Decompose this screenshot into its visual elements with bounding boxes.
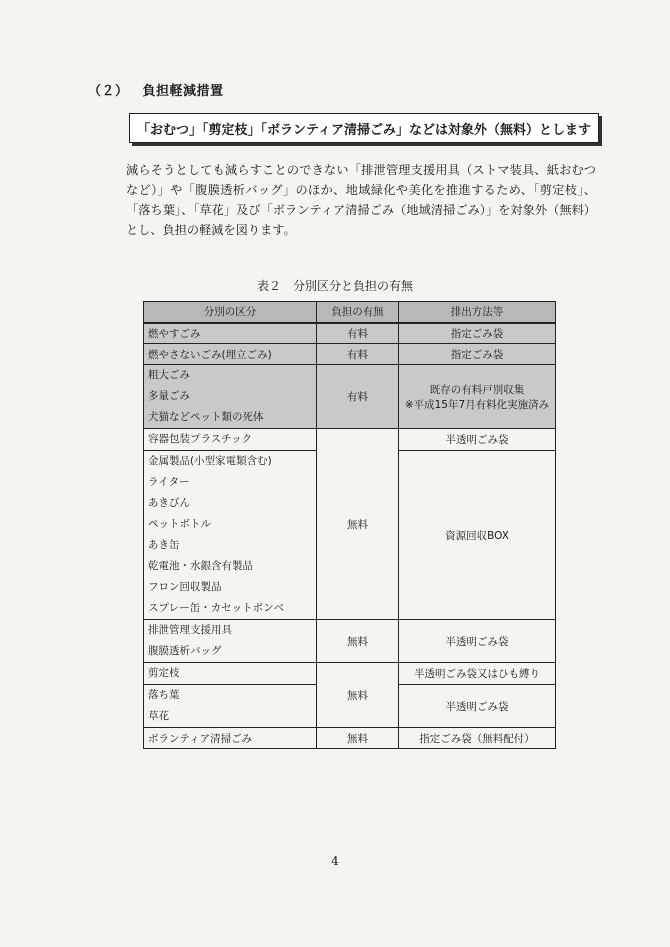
category-line: ペットボトル: [148, 518, 211, 530]
category-cell: [144, 663, 317, 685]
category-line: 金属製品(小型家電類含む): [148, 455, 272, 467]
burden-cell: 無料: [317, 620, 399, 663]
burden-cell: 有料: [317, 344, 399, 365]
method-cell: [399, 365, 556, 429]
category-line: あきびん: [148, 497, 190, 509]
method-cell: 指定ごみ袋（無料配付）: [399, 728, 556, 749]
category-line: 草花: [148, 710, 169, 722]
category-line: 容器包装プラスチック: [148, 433, 253, 445]
category-cell: [144, 365, 317, 429]
category-line: 多量ごみ: [148, 390, 190, 402]
burden-cell: 無料: [317, 728, 399, 749]
method-note: ※平成15年7月有料化実施済み: [404, 398, 550, 411]
table-row: [144, 365, 556, 429]
method-cell: 半透明ごみ袋: [399, 620, 556, 663]
category-line: 落ち葉: [148, 689, 180, 701]
table-row: [144, 620, 556, 663]
burden-cell: 有料: [317, 365, 399, 429]
method-cell: 指定ごみ袋: [399, 344, 556, 365]
category-line: フロン回収製品: [148, 581, 222, 593]
category-line: 乾電池・水銀含有製品: [148, 560, 253, 572]
table-row: [144, 344, 556, 365]
category-line: 排泄管理支援用具: [148, 624, 232, 636]
table-row: [144, 728, 556, 749]
method-cell: 半透明ごみ袋又はひも縛り: [399, 663, 556, 685]
header-category: 分別の区分: [144, 302, 317, 323]
page-number: 4: [331, 854, 339, 868]
callout-text: 「おむつ」「剪定枝」「ボランティア清掃ごみ」などは対象外（無料）とします: [137, 122, 591, 138]
table-header-row: [144, 302, 556, 323]
header-burden: 負担の有無: [317, 302, 399, 323]
category-cell: 燃やさないごみ(埋立ごみ): [144, 344, 317, 365]
header-method: 排出方法等: [399, 302, 556, 323]
section-heading: [88, 80, 224, 99]
category-cell: ボランティア清掃ごみ: [144, 728, 317, 749]
body-paragraph: 減らそうとしても減らすことのできない「排泄管理支援用具（ストマ装具、紙おむつなど）」や「腹膜透析バッグ」のほか、地域緑化や美化を推進するため、「剪定枝」、「落ち葉」、「草花」及び「ボランティア清掃ごみ（地域清掃ごみ）」を対象外（無料）とし、負担の軽減を図ります。: [126, 163, 596, 237]
category-cell: [144, 685, 317, 728]
category-line: スプレー缶・カセットボンベ: [148, 602, 285, 614]
sorting-burden-table: [143, 301, 556, 749]
section-title: 負担軽減措置: [142, 84, 224, 99]
category-line: ライター: [148, 476, 190, 488]
category-cell: 燃やすごみ: [144, 323, 317, 344]
category-line: あき缶: [148, 539, 180, 551]
method-cell: 半透明ごみ袋: [399, 429, 556, 451]
category-line: 犬猫などペット類の死体: [148, 411, 264, 423]
category-cell: [144, 451, 317, 620]
method-cell: 指定ごみ袋: [399, 323, 556, 344]
category-cell: [144, 429, 317, 451]
burden-cell: 有料: [317, 323, 399, 344]
method-cell: 資源回収BOX: [399, 451, 556, 620]
table-caption: 表２ 分別区分と負担の有無: [256, 279, 413, 293]
category-line: 粗大ごみ: [148, 369, 190, 381]
method-line: 既存の有料戸別収集: [429, 383, 525, 396]
category-cell: [144, 620, 317, 663]
callout-box: [129, 113, 599, 143]
burden-cell: 無料: [317, 429, 399, 620]
burden-cell: 無料: [317, 663, 399, 728]
method-cell: 半透明ごみ袋: [399, 685, 556, 728]
table-row: [144, 323, 556, 344]
table-row: [144, 663, 556, 685]
section-number: （２）: [88, 84, 129, 99]
table-row: [144, 429, 556, 451]
category-line: 剪定枝: [148, 667, 180, 679]
category-line: 腹膜透析バッグ: [148, 645, 222, 657]
